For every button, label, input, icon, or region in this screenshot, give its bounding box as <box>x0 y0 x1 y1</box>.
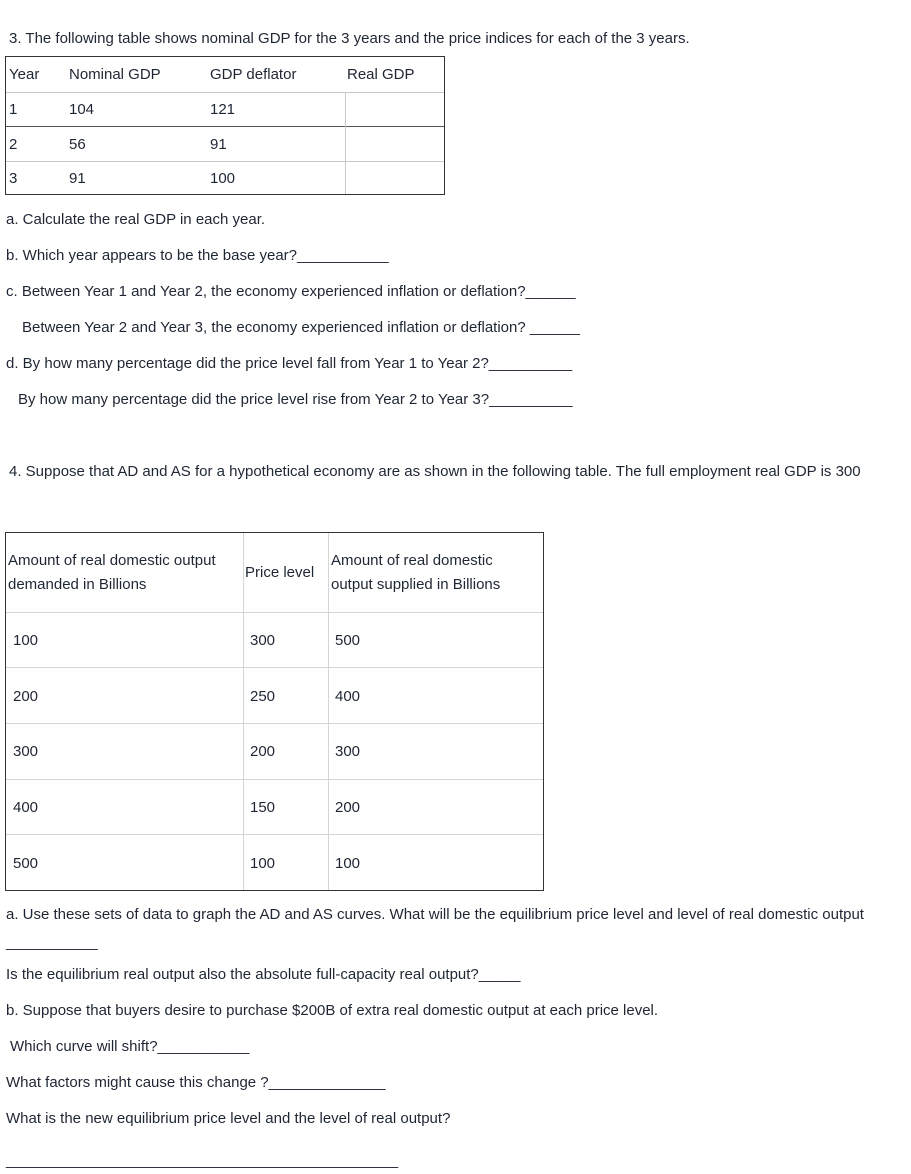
q3-part-a: a. Calculate the real GDP in each year. <box>6 211 266 228</box>
nominal-gdp-cell: 56 <box>69 136 86 153</box>
q4-part-a: a. Use these sets of data to graph the AD and AS curves. What will be the equilibrium price level and level of real domestic output <box>6 906 864 923</box>
year-cell: 1 <box>9 101 18 118</box>
gdp-deflator-cell: 91 <box>210 136 227 153</box>
demanded-cell: 200 <box>13 688 39 705</box>
q4-part-a-blank: ___________ <box>6 934 98 951</box>
q3-intro: 3. The following table shows nominal GDP for the 3 years and the price indices for each of the 3 years. <box>9 30 690 47</box>
header-supplied-line2: output supplied in Billions <box>331 576 501 593</box>
supplied-cell: 100 <box>335 855 361 872</box>
header-price-level: Price level <box>245 564 315 581</box>
q4-intro: 4. Suppose that AD and AS for a hypothetical economy are as shown in the following table. The full employment real GDP is 300 <box>9 463 861 480</box>
q3-part-d2: By how many percentage did the price level rise from Year 2 to Year 3?__________ <box>18 391 573 408</box>
row-divider <box>6 834 543 835</box>
price-level-cell: 100 <box>250 855 276 872</box>
price-level-cell: 250 <box>250 688 276 705</box>
year-cell: 3 <box>9 170 18 187</box>
header-year: Year <box>9 66 40 83</box>
row-divider <box>6 667 543 668</box>
supplied-cell: 500 <box>335 632 361 649</box>
column-divider <box>243 533 244 890</box>
q3-part-c1: c. Between Year 1 and Year 2, the economy experienced inflation or deflation?______ <box>6 283 576 300</box>
row-divider <box>6 723 543 724</box>
gdp-table <box>5 56 445 195</box>
demanded-cell: 100 <box>13 632 39 649</box>
row-divider <box>6 612 543 613</box>
column-divider <box>328 533 329 890</box>
price-level-cell: 150 <box>250 799 276 816</box>
header-gdp-deflator: GDP deflator <box>210 66 297 83</box>
q4-part-b: b. Suppose that buyers desire to purchase $200B of extra real domestic output at each price level. <box>6 1002 659 1019</box>
header-demanded-line2: demanded in Billions <box>8 576 147 593</box>
price-level-cell: 200 <box>250 743 276 760</box>
row-divider <box>6 779 543 780</box>
header-real-gdp: Real GDP <box>347 66 415 83</box>
nominal-gdp-cell: 91 <box>69 170 86 187</box>
q3-part-b: b. Which year appears to be the base year?___________ <box>6 247 389 264</box>
header-demanded-line1: Amount of real domestic output <box>8 552 216 569</box>
q4-final-blank: _______________________________________________ <box>6 1152 399 1169</box>
nominal-gdp-cell: 104 <box>69 101 95 118</box>
year-cell: 2 <box>9 136 18 153</box>
demanded-cell: 400 <box>13 799 39 816</box>
gdp-deflator-cell: 121 <box>210 101 236 118</box>
column-divider <box>345 92 346 194</box>
row-divider <box>6 92 444 93</box>
row-divider <box>6 161 444 162</box>
gdp-deflator-cell: 100 <box>210 170 236 187</box>
q4-new-equilibrium: What is the new equilibrium price level and the level of real output? <box>6 1110 451 1127</box>
demanded-cell: 300 <box>13 743 39 760</box>
q4-which-curve: Which curve will shift?___________ <box>10 1038 250 1055</box>
supplied-cell: 400 <box>335 688 361 705</box>
ad-as-table <box>5 532 544 891</box>
supplied-cell: 300 <box>335 743 361 760</box>
row-divider <box>6 126 444 127</box>
q3-part-d1: d. By how many percentage did the price level fall from Year 1 to Year 2?__________ <box>6 355 573 372</box>
header-nominal-gdp: Nominal GDP <box>69 66 161 83</box>
q3-part-c2: Between Year 2 and Year 3, the economy experienced inflation or deflation? ______ <box>22 319 580 336</box>
supplied-cell: 200 <box>335 799 361 816</box>
price-level-cell: 300 <box>250 632 276 649</box>
demanded-cell: 500 <box>13 855 39 872</box>
q4-factors: What factors might cause this change ?______________ <box>6 1074 386 1091</box>
q4-full-capacity: Is the equilibrium real output also the absolute full-capacity real output?_____ <box>6 966 521 983</box>
header-supplied-line1: Amount of real domestic <box>331 552 493 569</box>
